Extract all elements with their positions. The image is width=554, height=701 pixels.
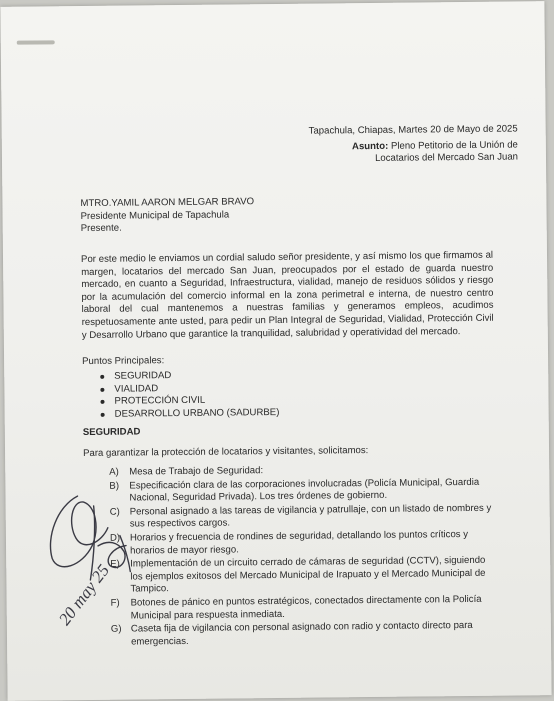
list-item: PROTECCIÓN CIVIL <box>100 394 279 408</box>
subject-label: Asunto: <box>351 140 389 152</box>
signature-stroke <box>98 542 126 567</box>
letter-header <box>309 123 518 166</box>
staple-mark <box>17 40 55 44</box>
item-text: Especificación clara de las corporaciones involucradas (Policía Municipal, Guardia Nacional, Seguridad Privada). Los tres órdenes de gobierno. <box>129 476 480 504</box>
section-intro: Para garantizar la protección de locatarios y visitantes, solicitamos: <box>83 445 369 460</box>
list-item: SEGURIDAD <box>100 369 279 383</box>
subject-text-2: Locatarios del Mercado San Juan <box>374 151 519 165</box>
item-letter: F) <box>110 597 120 609</box>
item-text: Horarios y frecuencia de rondines de seguridad, detallando los puntos críticos y horarios de mayor riesgo. <box>129 528 469 557</box>
subject-text-1: Pleno Petitorio de la Unión de <box>390 139 518 152</box>
handwritten-signature <box>37 475 169 646</box>
letter-page <box>0 1 551 701</box>
item-letter: D) <box>109 532 121 544</box>
item-letter: G) <box>110 623 122 635</box>
item-letter: E) <box>110 558 120 570</box>
body-paragraph: Por este medio le enviamos un cordial saludo señor presidente, y así mismo los que firmamos al margen, locatarios del mercado San Juan, preocupados por el estado de guarda nuestro mercado, en cuanto a Seguridad, Infraestructura, vialidad, manejo de residuos sólidos y riesgo por la acumulación del comercio informal en la zona perimetral e interna, de nuestro centro laboral del cual mantenemos a nuestras familias y generamos empleos, acudimos respetuosamente ante usted, para pedir un Plan Integral de Seguridad, Vialidad, Protección Civil y Desarrollo Urbano que garantice la tranquilidad, salubridad y operatividad del mercado. <box>80 249 494 341</box>
date-line: Tapachula, Chiapas, Martes 20 de Mayo de 2025 <box>308 123 518 137</box>
points-list <box>100 369 279 421</box>
item-text: Botones de pánico en puntos estratégicos, conectados directamente con la Policía Municipal para respuesta inmediata. <box>130 593 482 622</box>
recipient-block <box>80 196 254 236</box>
recipient-title: Presidente Municipal de Tapachula <box>80 209 230 222</box>
item-letter: C) <box>109 506 120 518</box>
points-label: Puntos Principales: <box>82 355 165 368</box>
item-letter: B) <box>109 480 120 492</box>
recipient-name: MTRO.YAMIL AARON MELGAR BRAVO <box>80 196 255 210</box>
item-text: Caseta fija de vigilancia con personal asignado con radio y contacto directo para emergencias. <box>130 620 473 648</box>
signature-stroke <box>50 496 108 567</box>
handwritten-date: 20 may 25 <box>54 560 114 629</box>
section-title: SEGURIDAD <box>82 426 141 439</box>
recipient-greeting: Presente. <box>80 222 122 235</box>
item-text: Implementación de un circuito cerrado de cámaras de seguridad (CCTV), siguiendo los ejemplos exitosos del Mercado Municipal de Irapuato y el Mercado Municipal de Tampico. <box>130 554 486 595</box>
item-letter: A) <box>109 466 119 478</box>
list-item: VIALIDAD <box>100 382 279 396</box>
list-item: DESARROLLO URBANO (SADURBE) <box>101 407 280 421</box>
item-text: Mesa de Trabajo de Seguridad: <box>129 465 264 478</box>
item-text: Personal asignado a las tareas de vigilancia y patrullaje, con un listado de nombres y sus respectivos cargos. <box>129 502 492 530</box>
